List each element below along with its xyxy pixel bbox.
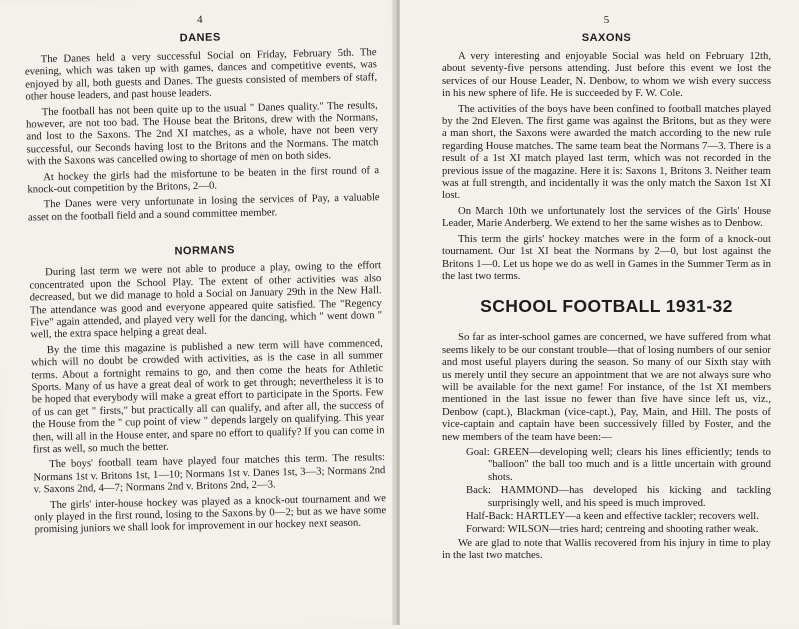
page-number: 5	[603, 14, 610, 26]
team-list	[442, 446, 771, 536]
team-member-forward: Forward: WILSON—tries hard; centreing and shooting rather weak.	[466, 523, 759, 536]
normans-paragraph: The boys' football team have played four matches this term. The results: Normans 1st v. Britons 1st, 1—10; Normans 1st v. Danes 1st, 3—3; Normans 2nd v. Saxons 2nd, 4—7; Normans 2nd v. Britons 2nd, 2—3.	[33, 451, 386, 496]
normans-paragraph: During last term we were not able to produce a play, owing to the effort concentrated upon the School Play. The extent of other activities was also decreased, but we did manage to hold a Social on January 29th in the New Hall. The attendance was good and everyone appeared quite satisfied. The "Regency Five" again attended, and played very well for the dancing, which " went down " well, the extra space helping a great deal.	[29, 259, 383, 341]
team-member-half-back: Half-Back: HARTLEY—a keen and effective tackler; recovers well.	[466, 510, 759, 522]
school-football-closing: We are glad to note that Wallis recovered from his injury in time to play in the last two matches.	[442, 536, 771, 562]
page-number: 4	[196, 13, 203, 26]
normans-paragraph: The girls' inter-house hockey was played as a knock-out tournament and we only played in the first round, losing to the Saxons by 0—2; but as we have some promising juniors we shall look for improvement in our hockey next season.	[34, 491, 387, 536]
right-page	[400, 0, 799, 625]
saxons-paragraph: The activities of the boys have been confined to football matches played by the 2nd Eleven. The first game was against the Britons, but as they were a man short, the Saxons were awarded the match according to the new rule regarding House matches. The same team beat the Normans 7—3. There is a result of a 1st XI match played last term, which was not recorded in the previous issue of the magazine. Here it is: Saxons 1, Britons 3. Neither team was at full strength, and incidentally it was the only match the Saxon 1st XI lost.	[442, 102, 771, 202]
school-football-paragraph: So far as inter-school games are concerned, we have suffered from what seems likely to be our constant trouble—that of losing numbers of our senior and most useful players during the season. So many of our Sixth stay with us merely until they secure an appointment that we are not always sure who will be available for the next game! For instance, of the 1st XI members mentioned in the last issue no fewer than five have since left us, viz., Denbow (capt.), Blackman (vice-capt.), Pay, Main, and Hill. The posts of vice-captain and captain have been successively filled by Foster, and the new members of the team have been:—	[442, 331, 771, 443]
section-heading-normans: NORMANS	[174, 244, 236, 258]
danes-paragraph: At hockey the girls had the misfortune to be beaten in the first round of a knock-out competition by the Britons, 2—0.	[27, 163, 380, 196]
section-heading-saxons: SAXONS	[581, 32, 632, 44]
section-heading-danes: DANES	[179, 31, 221, 45]
section-heading-school-football: SCHOOL FOOTBALL 1931-32	[480, 296, 733, 317]
danes-paragraph: The Danes were very unfortunate in losing the services of Pay, a valuable asset on the football field and a sound committee member.	[27, 191, 380, 224]
saxons-paragraph: On March 10th we unfortunately lost the services of the Girls' House Leader, Marie Anderberg. We extend to her the same wishes as to Denbow.	[442, 204, 771, 230]
team-member-goal: Goal: GREEN—developing well; clears his lines efficiently; tends to "balloon" the ball too much and is a little uncertain with ground shots.	[466, 445, 771, 483]
danes-paragraph: The Danes held a very successful Social on Friday, February 5th. The evening, which was taken up with games, dances and competitive events, was enjoyed by all, both guests and Danes. The guests consisted of members of staff, other house leaders, and past house leaders.	[24, 46, 378, 103]
saxons-paragraph: A very interesting and enjoyable Social was held on February 12th, about seventy-five persons attending. Just before this event we lost the services of our House Leader, N. Denbow, to whom we wish every success in his new sphere of life. He is succeeded by F. W. Cole.	[442, 50, 771, 100]
normans-paragraph: By the time this magazine is published a new term will have commenced, which will no doubt be crowded with activities, as is the case in all summer terms. About a fortnight remains to go, and then come the heats for Athletic Sports. Many of us have a great deal of work to get through; nevertheless it is to be hoped that everybody will make a great effort to participate in the Sports. Few of us can get " firsts," but practically all can qualify, and after all, the success of the House from the " cup point of view " depends largely on qualifying. This year then, will all in the House enter, and spare no effort to qualify? If you can come in first as well, so much the better.	[30, 336, 385, 456]
team-member-back: Back: HAMMOND—has developed his kicking and tackling surprisingly well, and his speed is much improved.	[466, 484, 771, 509]
saxons-paragraph: This term the girls' hockey matches were in the form of a knock-out tournament. Our 1st XI beat the Normans by 2—0, but lost against the Britons 1—0. Let us hope we do as well in Games in the Summer Term as in the last two terms.	[442, 232, 771, 282]
danes-paragraph: The football has not been quite up to the usual " Danes quality." The results, however, are not too bad. The House beat the Britons, drew with the Normans, and lost to the Saxons. The 2nd XI matches, as a whole, have not been very successful, our Seconds having lost to the Britons and the Normans. The match with the Saxons was cancelled owing to shortage of men on both sides.	[25, 98, 379, 168]
